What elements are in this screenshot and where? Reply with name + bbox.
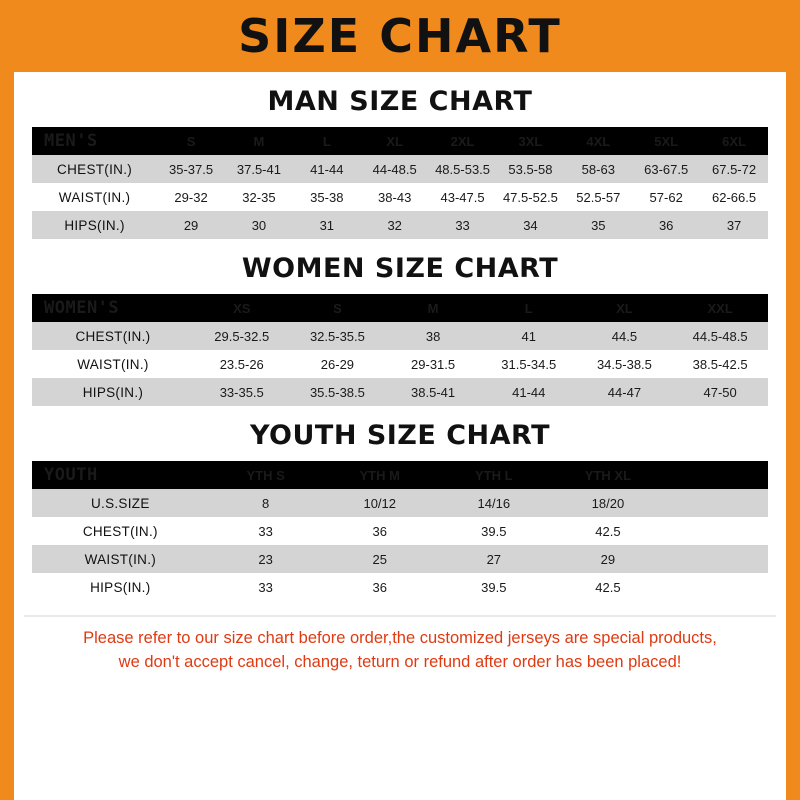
table-row — [32, 350, 768, 378]
table-cell: 32-35 — [225, 183, 293, 211]
table-cell: 42.5 — [551, 517, 665, 545]
section-women — [14, 253, 786, 406]
table-cell: 36 — [323, 517, 437, 545]
row-label: CHEST(IN.) — [32, 155, 157, 183]
table-cell: 33-35.5 — [194, 378, 290, 406]
column-header: XS — [194, 294, 290, 322]
table-cell: 23 — [209, 545, 323, 573]
table-row — [32, 573, 768, 601]
column-header: L — [293, 127, 361, 155]
table-cell: 14/16 — [437, 489, 551, 517]
table-cell: 30 — [225, 211, 293, 239]
column-header: YTH M — [323, 461, 437, 489]
column-header: 4XL — [564, 127, 632, 155]
table-cell: 44-48.5 — [361, 155, 429, 183]
table-cell: 41-44 — [293, 155, 361, 183]
table-cell: 39.5 — [437, 573, 551, 601]
table-cell: 44.5 — [577, 322, 673, 350]
table-cell: 34 — [496, 211, 564, 239]
table-cell: 36 — [323, 573, 437, 601]
table-cell: 29 — [551, 545, 665, 573]
table-head-man — [32, 127, 768, 155]
column-header: S — [290, 294, 386, 322]
table-cell: 35.5-38.5 — [290, 378, 386, 406]
footer-line-1: Please refer to our size chart before order,the customized jerseys are special products, — [83, 629, 717, 647]
table-cell: 35-38 — [293, 183, 361, 211]
table-cell: 33 — [429, 211, 497, 239]
table-cell: 38 — [385, 322, 481, 350]
table-row — [32, 545, 768, 573]
table-cell: 31 — [293, 211, 361, 239]
table-body-youth — [32, 489, 768, 601]
table-cell: 33 — [209, 517, 323, 545]
column-header-spacer — [665, 461, 768, 489]
row-label: WAIST(IN.) — [32, 350, 194, 378]
table-cell: 18/20 — [551, 489, 665, 517]
table-cell-empty — [665, 489, 768, 517]
table-cell: 29.5-32.5 — [194, 322, 290, 350]
table-cell: 29-32 — [157, 183, 225, 211]
table-head-women — [32, 294, 768, 322]
table-cell: 44.5-48.5 — [672, 322, 768, 350]
table-cell: 67.5-72 — [700, 155, 768, 183]
table-cell: 35-37.5 — [157, 155, 225, 183]
table-cell: 41-44 — [481, 378, 577, 406]
table-cell-empty — [665, 517, 768, 545]
table-cell: 38-43 — [361, 183, 429, 211]
section-youth — [14, 420, 786, 601]
table-cell: 48.5-53.5 — [429, 155, 497, 183]
table-row — [32, 489, 768, 517]
table-cell: 41 — [481, 322, 577, 350]
row-label: HIPS(IN.) — [32, 211, 157, 239]
page-title: SIZE CHART — [238, 9, 562, 63]
section-title-youth: YOUTH SIZE CHART — [249, 420, 551, 451]
table-cell: 58-63 — [564, 155, 632, 183]
table-cell: 39.5 — [437, 517, 551, 545]
table-head-youth — [32, 461, 768, 489]
table-row — [32, 211, 768, 239]
table-women — [32, 294, 768, 406]
table-cell: 34.5-38.5 — [577, 350, 673, 378]
table-cell-empty — [665, 573, 768, 601]
row-label: HIPS(IN.) — [32, 573, 209, 601]
column-header: S — [157, 127, 225, 155]
table-cell: 31.5-34.5 — [481, 350, 577, 378]
table-row — [32, 155, 768, 183]
table-cell: 32 — [361, 211, 429, 239]
table-cell: 63-67.5 — [632, 155, 700, 183]
table-cell: 57-62 — [632, 183, 700, 211]
row-label: WAIST(IN.) — [32, 545, 209, 573]
table-youth — [32, 461, 768, 601]
table-header-row — [32, 127, 768, 155]
section-title-man: MAN SIZE CHART — [267, 86, 533, 117]
row-label: HIPS(IN.) — [32, 378, 194, 406]
table-row — [32, 322, 768, 350]
table-row — [32, 517, 768, 545]
column-header: 6XL — [700, 127, 768, 155]
table-cell: 37 — [700, 211, 768, 239]
table-cell: 10/12 — [323, 489, 437, 517]
column-header: M — [225, 127, 293, 155]
column-header-mens: MEN'S — [32, 127, 157, 155]
table-cell: 62-66.5 — [700, 183, 768, 211]
table-cell: 38.5-41 — [385, 378, 481, 406]
table-cell: 8 — [209, 489, 323, 517]
table-cell: 53.5-58 — [496, 155, 564, 183]
table-header-row — [32, 461, 768, 489]
table-cell: 26-29 — [290, 350, 386, 378]
column-header: YTH XL — [551, 461, 665, 489]
footer-line-2: we don't accept cancel, change, teturn or refund after order has been placed! — [118, 652, 682, 671]
row-label: CHEST(IN.) — [32, 322, 194, 350]
table-cell: 32.5-35.5 — [290, 322, 386, 350]
column-header: YTH L — [437, 461, 551, 489]
banner — [0, 0, 800, 72]
table-cell: 37.5-41 — [225, 155, 293, 183]
table-cell: 29 — [157, 211, 225, 239]
row-label: U.S.SIZE — [32, 489, 209, 517]
table-cell: 43-47.5 — [429, 183, 497, 211]
row-label: CHEST(IN.) — [32, 517, 209, 545]
table-cell-empty — [665, 545, 768, 573]
table-cell: 35 — [564, 211, 632, 239]
table-cell: 52.5-57 — [564, 183, 632, 211]
footer-note — [24, 615, 776, 675]
section-man — [14, 86, 786, 239]
column-header: L — [481, 294, 577, 322]
column-header: XL — [577, 294, 673, 322]
table-cell: 27 — [437, 545, 551, 573]
table-cell: 44-47 — [577, 378, 673, 406]
column-header: 5XL — [632, 127, 700, 155]
column-header: 2XL — [429, 127, 497, 155]
table-cell: 36 — [632, 211, 700, 239]
table-cell: 33 — [209, 573, 323, 601]
row-label: WAIST(IN.) — [32, 183, 157, 211]
table-cell: 29-31.5 — [385, 350, 481, 378]
table-body-women — [32, 322, 768, 406]
column-header-womens: WOMEN'S — [32, 294, 194, 322]
column-header: 3XL — [496, 127, 564, 155]
section-title-women: WOMEN SIZE CHART — [241, 253, 559, 284]
table-row — [32, 183, 768, 211]
table-man — [32, 127, 768, 239]
table-cell: 23.5-26 — [194, 350, 290, 378]
column-header-youth: YOUTH — [32, 461, 209, 489]
table-cell: 25 — [323, 545, 437, 573]
table-body-man — [32, 155, 768, 239]
column-header: YTH S — [209, 461, 323, 489]
column-header: M — [385, 294, 481, 322]
table-cell: 47.5-52.5 — [496, 183, 564, 211]
column-header: XXL — [672, 294, 768, 322]
column-header: XL — [361, 127, 429, 155]
table-cell: 47-50 — [672, 378, 768, 406]
table-row — [32, 378, 768, 406]
table-header-row — [32, 294, 768, 322]
table-cell: 38.5-42.5 — [672, 350, 768, 378]
table-cell: 42.5 — [551, 573, 665, 601]
